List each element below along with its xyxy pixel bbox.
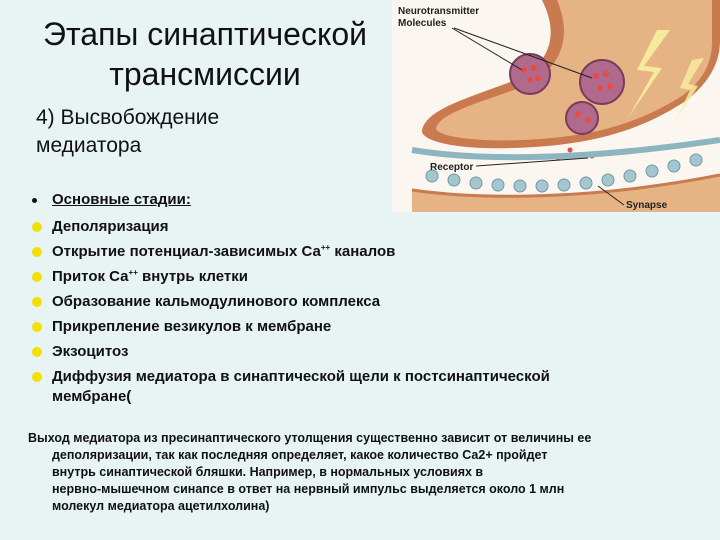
label-receptor: Receptor: [430, 162, 474, 173]
list-item-text: внутрь клетки: [137, 268, 248, 285]
synapse-diagram: [392, 0, 720, 212]
list-item-text-line2: мембране(: [52, 388, 132, 405]
slide-subtitle-line2: медиатора: [36, 134, 142, 157]
list-header-text: Основные стадии:: [52, 191, 191, 208]
label-synapse: Synapse: [626, 200, 668, 211]
yellow-bullet-icon: [32, 247, 42, 257]
note-line5: молекул медиатора ацетилхолина): [52, 499, 270, 513]
label-neurotransmitter-line2: Molecules: [398, 18, 447, 29]
note-line1: Выход медиатора из пресинаптического утолщения существенно зависит от величины ее: [28, 431, 592, 445]
yellow-bullet-icon: [32, 297, 42, 307]
list-item-vesicle-attachment: [30, 317, 700, 337]
yellow-bullet-icon: [32, 272, 42, 282]
synapse-illustration: [392, 0, 720, 212]
vesicle-2: [580, 60, 624, 104]
slide-subtitle-line1: 4) Высвобождение: [36, 106, 220, 129]
list-item-text: Деполяризация: [52, 218, 169, 235]
list-item-calmodulin: [30, 292, 700, 312]
list-item-text: Диффузия медиатора в синаптической щели к постсинаптической: [52, 368, 550, 385]
yellow-bullet-icon: [32, 222, 42, 232]
label-neurotransmitter-line1: Neurotransmitter: [398, 6, 480, 17]
note-line2: деполяризации, так как последняя определяет, какое количество Са2+ пройдет: [52, 448, 548, 462]
stages-list: [30, 190, 700, 412]
yellow-bullet-icon: [32, 322, 42, 332]
list-item-text: Экзоцитоз: [52, 343, 129, 360]
list-item-exocytosis: [30, 342, 700, 362]
vesicle-1: [510, 54, 550, 94]
list-header: [30, 190, 700, 210]
slide-title-line2: трансмиссии: [109, 56, 301, 92]
list-item-influx: [30, 267, 700, 287]
explanatory-note: [28, 430, 688, 515]
vesicle-3: [566, 102, 598, 134]
note-line4: нервно-мышечном синапсе в ответ на нервный импульс выделяется около 1 млн: [52, 482, 565, 496]
list-item-text: Приток Са: [52, 268, 129, 285]
list-item-sup: ++: [320, 243, 331, 252]
list-item-channels: [30, 242, 700, 262]
yellow-bullet-icon: [32, 372, 42, 382]
list-item-sup: ++: [128, 268, 138, 277]
slide-title-line1: Этапы синаптической: [42, 16, 367, 52]
bullet-dot-icon: [32, 198, 37, 203]
list-item-text: Образование кальмодулинового комплекса: [52, 293, 381, 310]
list-item-text: каналов: [330, 243, 396, 260]
slide-title: [20, 14, 390, 94]
list-item-text: Открытие потенциал-зависимых Са: [52, 243, 321, 260]
list-item-depolarization: [30, 217, 700, 237]
list-item-diffusion: [30, 367, 700, 407]
note-line3: внутрь синаптической бляшки. Например, в нормальных условиях в: [52, 465, 484, 479]
list-item-text: Прикрепление везикулов к мембране: [52, 318, 332, 335]
yellow-bullet-icon: [32, 347, 42, 357]
slide-subtitle: [36, 104, 366, 160]
